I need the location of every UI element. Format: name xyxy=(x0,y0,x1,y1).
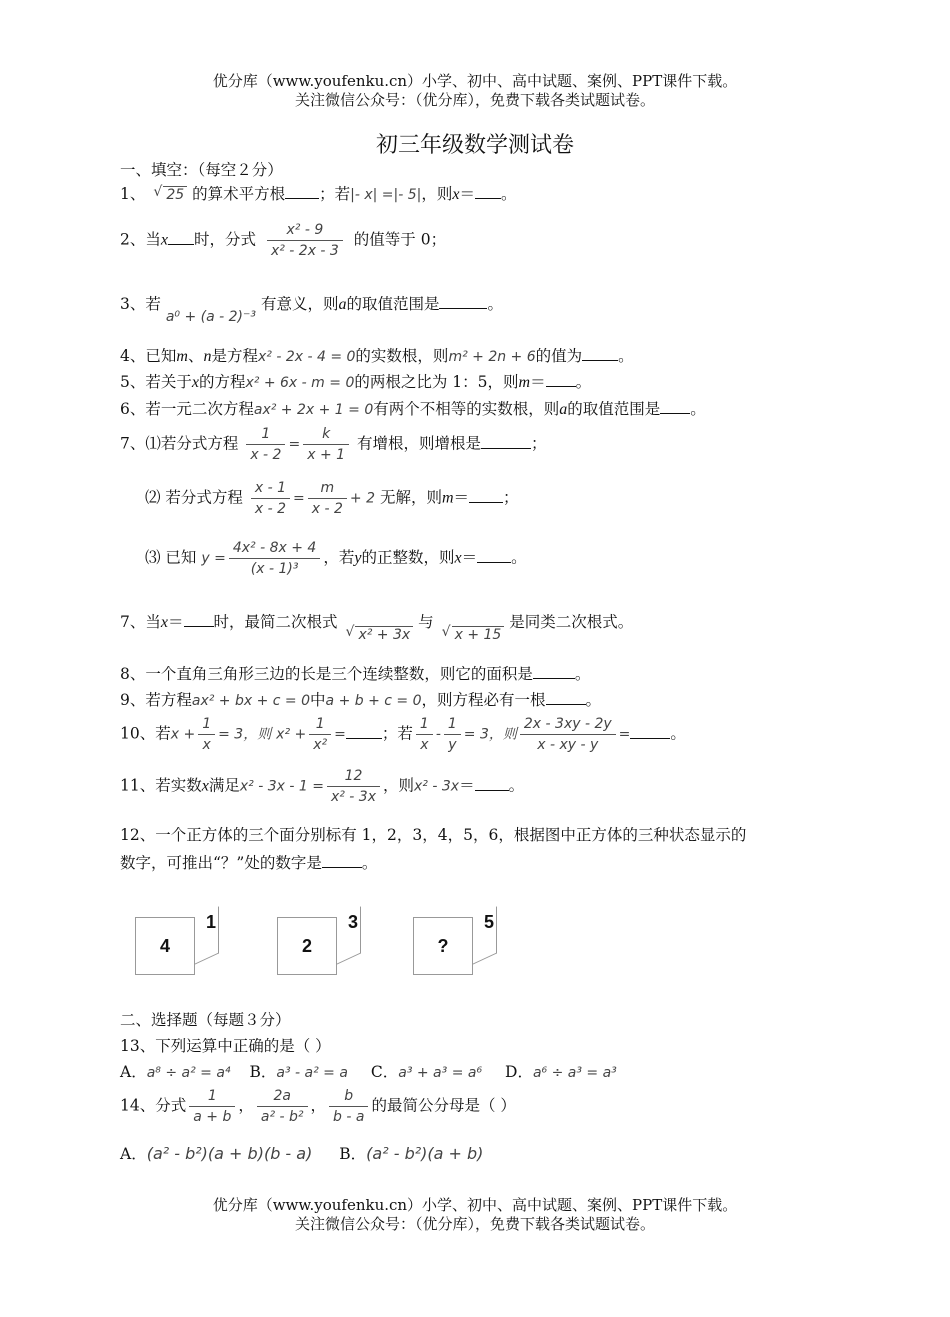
question-13: 13、下列运算中正确的是（ ） xyxy=(120,1037,331,1055)
q10-end: 。 xyxy=(670,724,686,743)
q14-num-1: 1 xyxy=(189,1088,235,1107)
question-3 xyxy=(120,292,503,325)
cube-3 xyxy=(413,912,495,975)
q2-denominator: x² - 2x - 3 xyxy=(270,243,339,259)
q14-comma-1: ， xyxy=(238,1096,254,1115)
q7d-text-3: 是同类二次根式。 xyxy=(509,613,634,631)
q9-end: 。 xyxy=(585,691,602,709)
q6-var-a: a xyxy=(559,401,568,418)
q10-expr-1: x + xyxy=(170,726,196,743)
q11-var-x: x xyxy=(201,777,209,795)
q10-blank-1[interactable] xyxy=(346,726,382,739)
q10-frac-2 xyxy=(309,716,331,753)
q11-numerator: 12 xyxy=(327,768,380,787)
q5-text-3: 的两根之比为 1：5，则 xyxy=(354,373,519,391)
q3-expr: a⁰ + (a - 2)⁻³ xyxy=(165,309,256,325)
q10-den-1: x xyxy=(202,737,211,753)
q10-num-5: 2x - 3xy - 2y xyxy=(520,716,616,735)
q10-frac-5 xyxy=(520,716,616,753)
q6-text: 6、若一元二次方程 xyxy=(120,400,254,418)
q7d-blank[interactable] xyxy=(184,614,214,627)
q7b-var-m: m xyxy=(441,489,454,507)
q13-option-d-label[interactable]: D． xyxy=(505,1063,533,1081)
q11-fraction xyxy=(327,768,380,805)
q4-blank[interactable] xyxy=(582,348,618,361)
q4-text-2: 是方程 xyxy=(211,347,258,365)
q1-radical: √ 25 xyxy=(163,186,187,203)
q6-blank[interactable] xyxy=(660,401,690,414)
q7d-var-x: x xyxy=(160,614,168,631)
q7c-fraction xyxy=(229,540,321,577)
question-14 xyxy=(120,1088,516,1125)
q1-blank-1[interactable] xyxy=(285,186,319,199)
q13-option-c: a³ + a³ = a⁶ xyxy=(398,1065,483,1081)
q7a-text: 7、⑴若分式方程 xyxy=(120,434,239,453)
q6-text-2: 有两个不相等的实数根，则 xyxy=(373,400,560,418)
cube-1-front: 4 xyxy=(159,936,170,956)
q1-var-x: x xyxy=(452,186,460,203)
q7c-end: 。 xyxy=(511,548,527,567)
q13-option-d: a⁶ ÷ a³ = a³ xyxy=(532,1065,617,1081)
header-line-1[interactable]: 优分库（www.youfenku.cn）小学、初中、高中试题、案例、PPT课件下载。 xyxy=(212,72,738,90)
question-4 xyxy=(120,344,634,366)
q7b-num-1: x - 1 xyxy=(251,480,290,499)
q8-blank[interactable] xyxy=(533,666,575,679)
q4-text: 4、已知 xyxy=(120,347,177,365)
q11-expr-2: x² - 3x xyxy=(414,778,460,795)
q3-text-3: 的取值范围是 xyxy=(346,295,440,313)
q10-num-4: 1 xyxy=(444,716,461,735)
q1-eq: ＝ xyxy=(459,185,475,203)
q3-text: 3、若 xyxy=(120,295,161,313)
q14-option-b-label[interactable]: B． xyxy=(339,1145,367,1163)
q10-den-3: x xyxy=(420,737,429,753)
q13-option-c-label[interactable]: C． xyxy=(370,1063,399,1081)
question-1 xyxy=(120,182,517,204)
cube-3-front: ? xyxy=(437,936,449,956)
q14-frac-2 xyxy=(257,1088,308,1125)
q2-text-2: 时，分式 xyxy=(193,230,256,249)
q14-comma-2: ， xyxy=(310,1096,327,1115)
q8-end: 。 xyxy=(574,665,591,683)
q5-text-2: 的方程 xyxy=(198,373,246,391)
q9-equation: ax² + bx + c = 0 xyxy=(191,693,311,709)
question-10 xyxy=(120,716,686,753)
question-7-3 xyxy=(145,540,527,577)
q12-text: 数字，可推出“？”处的数字是 xyxy=(120,854,322,872)
q10-eq: = xyxy=(334,726,346,743)
q7a-den-2: x + 1 xyxy=(307,447,346,463)
q7b-den-1: x - 2 xyxy=(254,501,287,517)
q11-end: 。 xyxy=(508,776,525,795)
q7b-text: ⑵ 若分式方程 xyxy=(145,488,243,507)
q7b-blank[interactable] xyxy=(469,490,503,503)
q13-option-a: a⁸ ÷ a² = a⁴ xyxy=(146,1065,231,1081)
q7a-end: ； xyxy=(530,434,547,453)
q10-minus: - xyxy=(435,726,441,743)
q10-frac-4 xyxy=(444,716,461,753)
q7b-end: ； xyxy=(503,488,519,507)
q10-den-2: x² xyxy=(313,737,328,753)
q4-sep: 、 xyxy=(187,347,204,365)
q5-var-x: x xyxy=(191,374,199,391)
q1-number: 1、 xyxy=(120,185,146,203)
question-5 xyxy=(120,370,591,392)
q7a-blank[interactable] xyxy=(481,436,531,449)
q3-text-2: 有意义，则 xyxy=(260,295,339,313)
q7a-num-2: k xyxy=(303,426,349,445)
q10-text-2: ；若 xyxy=(381,724,413,743)
q13-option-a-label[interactable]: A． xyxy=(120,1063,147,1081)
q4-expr: m² + 2n + 6 xyxy=(448,349,536,365)
q4-equation: x² - 2x - 4 = 0 xyxy=(257,349,356,365)
q7c-var-x: x xyxy=(454,549,462,567)
q13-options xyxy=(120,1060,617,1082)
q14-option-a-label[interactable]: A． xyxy=(120,1145,147,1163)
q7d-and: 与 xyxy=(418,613,434,631)
q6-end: 。 xyxy=(690,400,706,418)
q11-text: 11、若实数 xyxy=(120,776,202,795)
q10-num-2: 1 xyxy=(309,716,331,735)
q14-options xyxy=(120,1142,483,1164)
q5-blank[interactable] xyxy=(546,374,576,387)
q5-var-m: m xyxy=(518,374,531,391)
cube-2 xyxy=(277,912,359,975)
q10-expr-4: = 3，则 xyxy=(463,726,517,743)
q7a-fraction-2 xyxy=(303,426,349,463)
question-2 xyxy=(120,222,446,259)
q14-frac-3 xyxy=(329,1088,368,1125)
q10-frac-1 xyxy=(198,716,215,753)
q5-text: 5、若关于 xyxy=(120,373,192,391)
q10-den-5: x - xy - y xyxy=(537,737,599,753)
q7d-eq-sign: ＝ xyxy=(167,613,184,631)
q4-text-3: 的实数根，则 xyxy=(355,347,449,365)
q7a-fraction-1 xyxy=(246,426,285,463)
q11-denominator: x² - 3x xyxy=(330,789,376,805)
q8-text: 8、一个直角三角形三边的长是三个连续整数，则它的面积是 xyxy=(120,665,533,683)
section-1-heading: 一、填空：（每空２分） xyxy=(120,161,283,179)
question-6 xyxy=(120,397,706,419)
q2-numerator: x² - 9 xyxy=(267,222,343,241)
q7b-text-2: 无解，则 xyxy=(379,488,442,507)
page-title: 初三年级数学测试卷 xyxy=(375,133,574,158)
q9-condition: a + b + c = 0 xyxy=(325,693,422,709)
q5-equation: x² + 6x - m = 0 xyxy=(245,375,355,391)
q9-blank[interactable] xyxy=(546,692,586,705)
q7b-eq-sign: ＝ xyxy=(453,488,470,507)
cube-2-side: 3 xyxy=(348,912,359,932)
q12-line-1: 12、一个正方体的三个面分别标有 1，2，3，4，5，6，根据图中正方体的三种状态显示的 xyxy=(120,826,747,844)
q12-line-2 xyxy=(120,849,746,877)
q10-den-4: y xyxy=(448,737,457,753)
section-2-heading: 二、选择题（每题３分） xyxy=(120,1011,291,1029)
q13-option-b-label[interactable]: B． xyxy=(249,1063,277,1081)
q14-option-b: (a² - b²)(a + b) xyxy=(366,1144,484,1163)
q7a-text-2: 有增根，则增根是 xyxy=(356,434,481,453)
q6-text-3: 的取值范围是 xyxy=(567,400,661,418)
q1-text: 的算术平方根 xyxy=(192,185,286,203)
q9-text-2: 中 xyxy=(310,691,326,709)
q14-den-3: b - a xyxy=(333,1109,365,1125)
q12-blank[interactable] xyxy=(322,855,362,868)
q4-end: 。 xyxy=(618,347,634,365)
q14-den-2: a² - b² xyxy=(260,1109,304,1125)
q2-text-3: 的值等于 0； xyxy=(353,230,447,249)
q2-var-x: x xyxy=(160,231,168,249)
cube-1 xyxy=(135,912,217,975)
q11-text-3: ，则 xyxy=(383,776,415,795)
q14-frac-1 xyxy=(189,1088,235,1125)
q3-end: 。 xyxy=(487,295,503,313)
footer xyxy=(0,1196,950,1234)
q10-num-1: 1 xyxy=(198,716,215,735)
q2-blank[interactable] xyxy=(168,232,194,245)
q10-expr-3: x² + xyxy=(276,726,307,743)
question-8 xyxy=(120,662,590,684)
q1-abs-expr: |- x| =|- 5| xyxy=(350,187,422,203)
q11-expr-1: x² - 3x - 1 = xyxy=(239,778,324,795)
q14-num-2: 2a xyxy=(257,1088,308,1107)
cube-1-side: 1 xyxy=(206,912,217,932)
q5-eq: ＝ xyxy=(530,373,546,391)
q9-text: 9、若方程 xyxy=(120,691,192,709)
q1-end: 。 xyxy=(501,185,517,203)
q14-option-a: (a² - b²)(a + b)(b - a) xyxy=(146,1144,313,1163)
q7d-text-2: 时，最简二次根式 xyxy=(213,613,338,631)
q7c-var-y: y xyxy=(354,549,362,567)
q7c-numerator: 4x² - 8x + 4 xyxy=(229,540,321,559)
cube-2-front: 2 xyxy=(301,936,312,956)
q7a-num-1: 1 xyxy=(246,426,285,445)
q7c-eq-sign: ＝ xyxy=(461,548,478,567)
q6-equation: ax² + 2x + 1 = 0 xyxy=(253,402,374,418)
q14-text-2: 的最简公分母是（ ） xyxy=(371,1096,516,1115)
q3-blank[interactable] xyxy=(439,296,487,309)
q7c-y: y = xyxy=(201,550,226,567)
question-7-radical xyxy=(120,610,634,643)
q4-text-4: 的值为 xyxy=(535,347,583,365)
q14-text: 14、分式 xyxy=(120,1096,187,1115)
q1-text-3: ，则 xyxy=(421,185,453,203)
header-line-2: 关注微信公众号：（优分库），免费下载各类试题试卷。 xyxy=(294,91,655,109)
q10-expr-2: = 3，则 xyxy=(218,726,272,743)
question-12 xyxy=(120,821,746,877)
q11-blank[interactable] xyxy=(475,778,509,791)
q9-text-3: ，则方程必有一根 xyxy=(421,691,546,709)
q14-num-3: b xyxy=(329,1088,368,1107)
q7c-blank[interactable] xyxy=(477,550,511,563)
q10-blank-2[interactable] xyxy=(630,726,670,739)
q7b-fraction-1 xyxy=(251,480,290,517)
q7b-eq: = xyxy=(293,490,305,507)
q11-text-2: 满足 xyxy=(208,776,240,795)
question-7-1 xyxy=(120,426,547,463)
q1-text-2: ；若 xyxy=(319,185,351,203)
cube-3-side: 5 xyxy=(484,912,495,932)
question-7-2 xyxy=(145,480,519,517)
q7b-num-2: m xyxy=(308,480,347,499)
footer-line-2: 关注微信公众号：（优分库），免费下载各类试题试卷。 xyxy=(294,1215,655,1233)
q5-end: 。 xyxy=(575,373,592,391)
q12-end: 。 xyxy=(361,854,378,872)
q14-den-1: a + b xyxy=(193,1109,232,1125)
q7c-denominator: (x - 1)³ xyxy=(250,561,299,577)
header xyxy=(0,72,950,110)
q7b-plus: + 2 xyxy=(349,490,376,507)
q7c-text: ⑶ 已知 xyxy=(145,548,197,567)
q7d-radical-1: √ x² + 3x xyxy=(355,626,413,643)
q7d-text: 7、当 xyxy=(120,613,161,631)
q10-num-3: 1 xyxy=(416,716,433,735)
q4-var-n: n xyxy=(203,348,212,365)
q13-option-b: a³ - a² = a xyxy=(276,1065,348,1081)
footer-line-1[interactable]: 优分库（www.youfenku.cn）小学、初中、高中试题、案例、PPT课件下载。 xyxy=(212,1196,738,1214)
q4-var-m: m xyxy=(176,348,188,365)
q7a-eq: = xyxy=(288,436,301,453)
q7b-fraction-2 xyxy=(308,480,347,517)
q7c-text-2: ，若 xyxy=(323,548,355,567)
question-9 xyxy=(120,688,601,710)
q7d-radical-2: √ x + 15 xyxy=(452,626,505,643)
q7b-den-2: x - 2 xyxy=(311,501,343,517)
question-11 xyxy=(120,768,524,805)
q10-text: 10、若 xyxy=(120,724,171,743)
q7a-den-1: x - 2 xyxy=(250,447,282,463)
q2-text: 2、当 xyxy=(120,230,161,249)
q11-eq-sign: ＝ xyxy=(459,776,475,795)
q1-blank-2[interactable] xyxy=(475,186,501,199)
q10-eq-2: = xyxy=(618,726,631,743)
q3-var-a: a xyxy=(338,296,347,313)
q10-frac-3 xyxy=(416,716,433,753)
q2-fraction xyxy=(267,222,343,259)
q7c-text-3: 的正整数，则 xyxy=(361,548,455,567)
